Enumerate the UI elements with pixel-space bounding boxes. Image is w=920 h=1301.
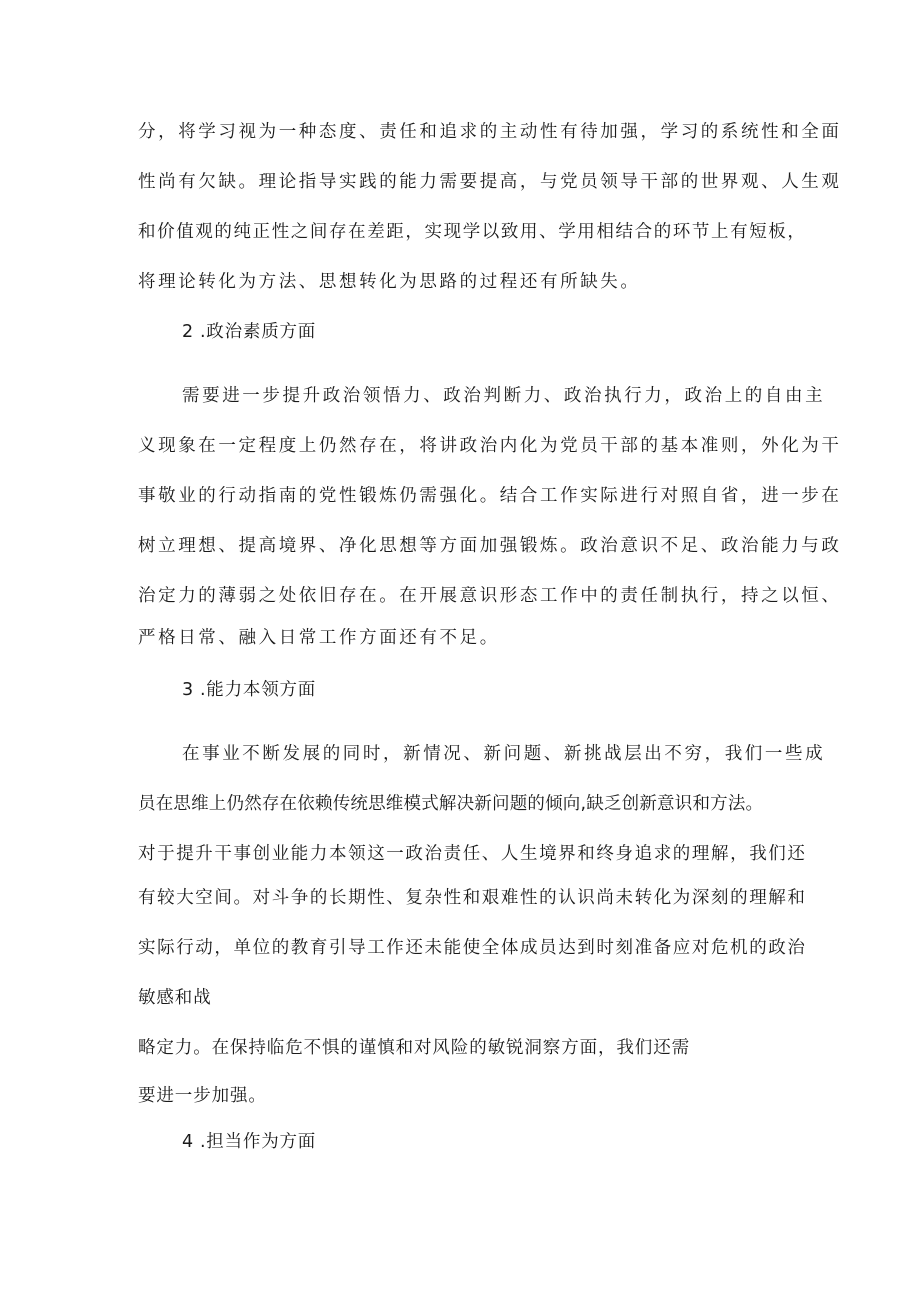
paragraph-line: 治定力的薄弱之处依旧存在。在开展意识形态工作中的责任制执行，持之以恒、 (138, 586, 842, 606)
paragraph-line: 实际行动，单位的教育引导工作还未能使全体成员达到时刻准备应对危机的政治 (138, 938, 807, 958)
heading-text: .能力本领方面 (199, 680, 317, 700)
paragraph-line: 性尚有欠缺。理论指导实践的能力需要提高，与党员领导干部的世界观、人生观 (138, 172, 842, 192)
paragraph-line: 义现象在一定程度上仍然存在，将讲政治内化为党员干部的基本准则，外化为干 (138, 436, 842, 456)
paragraph-line: 将理论转化为方法、思想转化为思路的过程还有所缺失。 (138, 272, 641, 292)
paragraph-line: 严格日常、融入日常工作方面还有不足。 (138, 628, 500, 648)
paragraph-line: 对于提升干事创业能力本领这一政治责任、人生境界和终身追求的理解，我们还 (138, 844, 807, 864)
paragraph-line: 分，将学习视为一种态度、责任和追求的主动性有待加强，学习的系统性和全面 (138, 122, 842, 142)
heading-text: .担当作为方面 (199, 1132, 317, 1152)
section-heading (182, 678, 316, 702)
heading-text: .政治素质方面 (199, 322, 317, 342)
section-heading (182, 320, 316, 344)
paragraph-line: 有较大空间。对斗争的长期性、复杂性和艰难性的认识尚未转化为深刻的理解和 (138, 888, 807, 908)
section-heading (182, 1130, 316, 1154)
paragraph-line: 树立理想、提高境界、净化思想等方面加强锻炼。政治意识不足、政治能力与政 (138, 536, 842, 556)
heading-number: 4 (182, 1132, 194, 1152)
paragraph-line: 要进一步加强。 (138, 1086, 267, 1106)
paragraph-line: 和价值观的纯正性之间存在差距，实现学以致用、学用相结合的环节上有短板， (138, 222, 807, 242)
paragraph-line: 敏感和战 (138, 988, 212, 1008)
paragraph-line: 事敬业的行动指南的党性锻炼仍需强化。结合工作实际进行对照自省，进一步在 (138, 486, 842, 506)
heading-number: 3 (182, 680, 194, 700)
paragraph-line: 员在思维上仍然存在依赖传统思维模式解决新问题的倾向,缺乏创新意识和方法。 (138, 794, 764, 814)
heading-number: 2 (182, 322, 194, 342)
paragraph-line: 略定力。在保持临危不惧的谨慎和对风险的敏锐洞察方面，我们还需 (138, 1038, 690, 1058)
paragraph-line: 在事业不断发展的同时，新情况、新问题、新挑战层出不穷，我们一些成 (182, 744, 826, 764)
paragraph-line: 需要进一步提升政治领悟力、政治判断力、政治执行力，政治上的自由主 (182, 386, 826, 406)
